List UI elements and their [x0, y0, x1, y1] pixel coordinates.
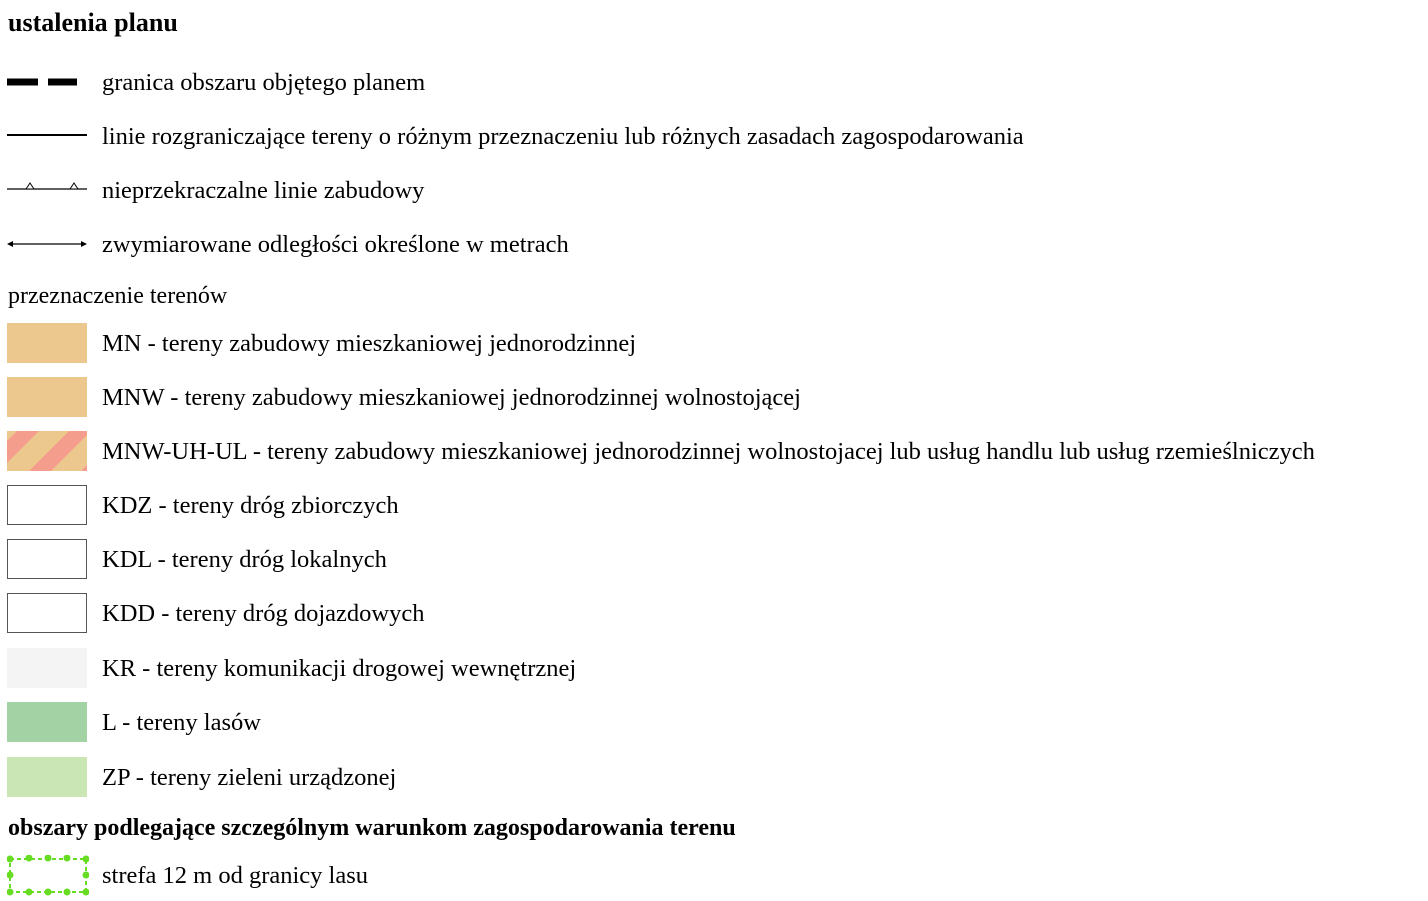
- zone-label-zp: ZP - tereny zieleni urządzonej: [102, 763, 397, 791]
- legend-row-mn: [0, 323, 1428, 365]
- zone-swatch-kdl: [7, 539, 87, 579]
- legend-row-building-lines: [0, 170, 1428, 212]
- zone-label-mnw-uh-ul: MNW-UH-UL - tereny zabudowy mieszkaniowej jednorodzinnej wolnostojacej lub usług handlu lub usług rzemieślniczych: [102, 437, 1315, 465]
- legend-row-forest-buffer: [0, 855, 1428, 897]
- zone-label-mnw: MNW - tereny zabudowy mieszkaniowej jednorodzinnej wolnostojącej: [102, 383, 801, 411]
- legend-row-kr: [0, 648, 1428, 690]
- solid-line-icon: [7, 116, 87, 156]
- zone-label-l: L - tereny lasów: [102, 708, 261, 736]
- zone-swatch-zp: [7, 757, 87, 797]
- zone-swatch-mnw-uh-ul: [7, 431, 87, 471]
- legend-title: ustalenia planu: [8, 8, 178, 37]
- zone-swatch-kdd: [7, 593, 87, 633]
- legend-row-kdl: [0, 539, 1428, 581]
- legend-row-l: [0, 702, 1428, 744]
- zone-swatch-kr: [7, 648, 87, 688]
- zone-label-mn: MN - tereny zabudowy mieszkaniowej jednorodzinnej: [102, 329, 637, 357]
- legend-label-building-lines: nieprzekraczalne linie zabudowy: [102, 176, 425, 204]
- special-conditions-heading: obszary podlegające szczególnym warunkom zagospodarowania terenu: [8, 815, 736, 841]
- legend-label-boundary-lines: linie rozgraniczające tereny o różnym przeznaczeniu lub różnych zasadach zagospodarowania: [102, 122, 1024, 150]
- zone-label-kdl: KDL - tereny dróg lokalnych: [102, 545, 387, 573]
- zone-label-kdd: KDD - tereny dróg dojazdowych: [102, 599, 425, 627]
- zone-swatch-kdz: [7, 485, 87, 525]
- legend-row-boundary-lines: [0, 116, 1428, 158]
- dimension-arrow-icon: [7, 224, 87, 264]
- legend-row-mnw: [0, 377, 1428, 419]
- legend-row-mnw-uh-ul: [0, 431, 1428, 473]
- forest-buffer-zone-icon: [7, 855, 87, 897]
- forest-buffer-label: strefa 12 m od granicy lasu: [102, 861, 369, 889]
- zones-heading: przeznaczenie terenów: [8, 283, 228, 309]
- legend-row-kdd: [0, 593, 1428, 635]
- zone-swatch-mn: [7, 323, 87, 363]
- zone-label-kr: KR - tereny komunikacji drogowej wewnętrznej: [102, 654, 577, 682]
- dashed-boundary-line-icon: [7, 62, 87, 102]
- legend-label-plan-boundary: granica obszaru objętego planem: [102, 68, 426, 96]
- zone-swatch-mnw: [7, 377, 87, 417]
- legend-row-kdz: [0, 485, 1428, 527]
- legend-row-plan-boundary: [0, 62, 1428, 104]
- legend-row-dimensions: [0, 224, 1428, 266]
- legend-row-zp: [0, 757, 1428, 799]
- triangle-line-icon: [7, 170, 87, 210]
- zone-label-kdz: KDZ - tereny dróg zbiorczych: [102, 491, 399, 519]
- zone-swatch-l: [7, 702, 87, 742]
- legend-label-dimensions: zwymiarowane odległości określone w metrach: [102, 230, 569, 258]
